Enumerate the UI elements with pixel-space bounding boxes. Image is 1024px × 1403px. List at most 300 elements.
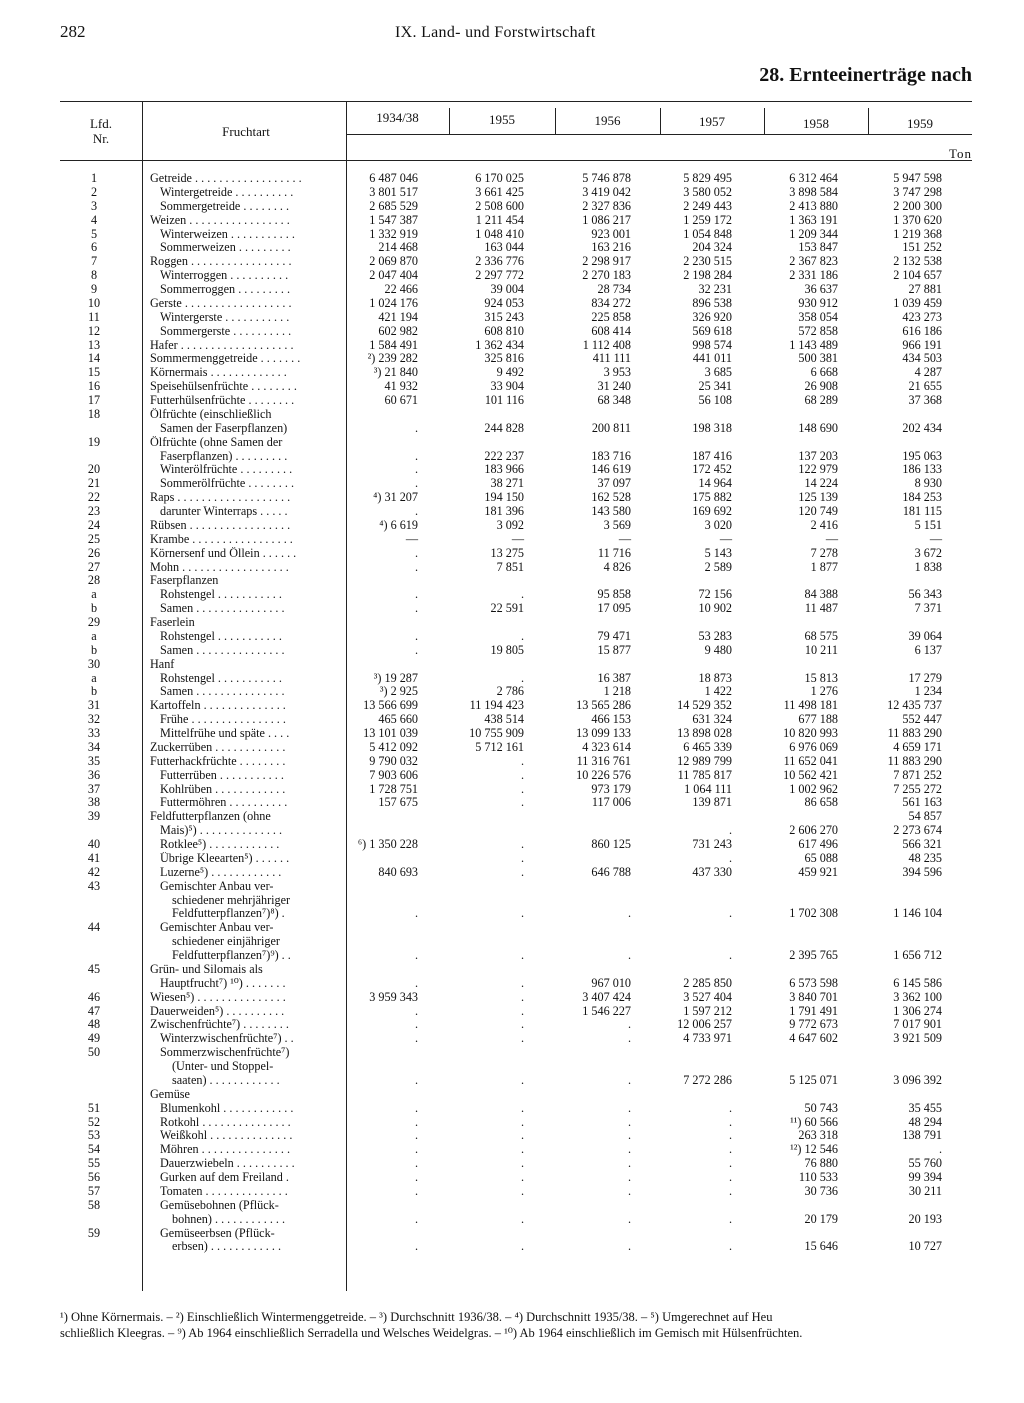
value-cell-1957: 2 285 850 [683, 975, 732, 990]
table-row [0, 1060, 1024, 1074]
value-cell-1957: 13 898 028 [677, 726, 732, 740]
value-cell-1957: 1 054 848 [683, 226, 732, 241]
value-cell-1934-38: . [414, 906, 418, 921]
value-cell-1934-38: . [414, 587, 418, 602]
unit-label: Ton [948, 146, 972, 161]
row-label: Feldfutterpflanzen (ohne [150, 810, 271, 824]
row-number: 9 [90, 282, 98, 296]
row-number: 42 [87, 864, 101, 879]
value-cell-1958: 677 188 [798, 712, 838, 727]
table-row [0, 935, 1024, 949]
row-number: 1 [90, 171, 98, 185]
row-label: Feldfutterpflanzen⁷)⁹) . . [172, 949, 291, 962]
row-label: darunter Winterraps . . . . . [160, 505, 288, 518]
value-cell-1957: 731 243 [692, 837, 732, 851]
value-cell-1956: 2 298 917 [582, 254, 631, 269]
table-row [0, 269, 1024, 283]
value-cell-1959: 1 219 368 [893, 226, 942, 241]
row-number: 25 [87, 531, 101, 546]
row-number: 53 [87, 1128, 101, 1143]
value-cell-1958: 1 143 489 [789, 337, 838, 352]
row-label: erbsen) . . . . . . . . . . . . [172, 1240, 281, 1254]
row-label: Raps . . . . . . . . . . . . . . . . . . . [150, 491, 291, 505]
value-cell-1958: 15 646 [804, 1239, 838, 1254]
value-cell-1958: — [825, 531, 838, 546]
value-cell-1955: . [520, 1128, 524, 1143]
value-cell-1957: 172 452 [692, 462, 732, 477]
value-cell-1959: 7 017 901 [893, 1017, 942, 1032]
value-cell-1934-38: . [414, 642, 418, 657]
value-cell-1955: 222 237 [484, 448, 524, 463]
value-cell-1959: 181 115 [902, 504, 942, 518]
value-cell-1934-38: 840 693 [378, 864, 418, 879]
value-cell-1959: 6 137 [914, 642, 942, 657]
value-cell-1959: 20 193 [908, 1211, 942, 1226]
value-cell-1934-38: . [414, 476, 418, 491]
value-cell-1957: 5 829 495 [683, 171, 732, 185]
value-cell-1956: 68 348 [597, 393, 631, 407]
table-row [0, 172, 1024, 186]
value-cell-1934-38: . [414, 1170, 418, 1184]
value-cell-1959: 202 434 [902, 420, 942, 435]
value-cell-1959: 27 881 [908, 282, 942, 296]
value-cell-1958: 148 690 [798, 420, 838, 435]
value-cell-1955: . [520, 1239, 524, 1254]
table-row [0, 783, 1024, 797]
row-label: saaten) . . . . . . . . . . . . [172, 1073, 280, 1087]
value-cell-1958: 1 877 [810, 559, 838, 574]
value-cell-1956: 1 218 [603, 684, 631, 699]
value-cell-1934-38: ³) 19 287 [373, 670, 418, 685]
value-cell-1956: 11 316 761 [576, 753, 631, 768]
value-cell-1959: 12 435 737 [887, 698, 942, 713]
value-cell-1959: 3 096 392 [893, 1072, 942, 1087]
row-number: 57 [87, 1183, 101, 1198]
value-cell-1959: 7 255 272 [893, 781, 942, 796]
value-cell-1934-38: . [414, 448, 418, 463]
row-number: 37 [87, 781, 101, 796]
value-cell-1956: . [627, 1183, 631, 1198]
row-number: 6 [90, 240, 98, 255]
value-cell-1958: ¹¹) 60 566 [790, 1114, 838, 1129]
row-number: 36 [87, 767, 101, 782]
table-row [0, 602, 1024, 616]
value-cell-1959: 151 252 [902, 240, 942, 255]
row-label: Samen . . . . . . . . . . . . . . . [160, 685, 285, 699]
value-cell-1959: 4 659 171 [893, 739, 942, 754]
value-cell-1957: . [728, 1211, 732, 1226]
value-cell-1934-38: . [414, 1072, 418, 1087]
row-label: Winterweizen . . . . . . . . . . . [160, 227, 295, 241]
row-number: 16 [87, 379, 101, 394]
row-label: Futterhackfrüchte . . . . . . . . [150, 754, 286, 768]
row-label: Rohstengel . . . . . . . . . . . [160, 588, 282, 602]
value-cell-1958: 7 278 [810, 545, 838, 560]
row-number: 18 [87, 406, 101, 421]
value-cell-1934-38: 1 584 491 [369, 337, 418, 352]
value-cell-1934-38: 1 728 751 [369, 781, 418, 796]
value-cell-1955: . [520, 1100, 524, 1115]
value-cell-1957: . [728, 948, 732, 962]
row-label: Gerste . . . . . . . . . . . . . . . . . . [150, 296, 292, 310]
value-cell-1956: 608 414 [591, 323, 631, 338]
value-cell-1955: — [511, 531, 524, 546]
value-cell-1957: 14 529 352 [677, 698, 732, 713]
value-cell-1955: . [520, 1170, 524, 1184]
value-cell-1956: 1 546 227 [582, 1003, 631, 1018]
value-cell-1958: 9 772 673 [789, 1017, 838, 1032]
value-cell-1956: . [627, 1170, 631, 1184]
row-number: 32 [87, 712, 101, 727]
table-row [0, 352, 1024, 366]
value-cell-1955: 2 297 772 [475, 268, 524, 283]
value-cell-1955: 1 211 454 [475, 212, 524, 227]
table-row [0, 949, 1024, 963]
value-cell-1956: 162 528 [591, 490, 631, 505]
value-cell-1956: 3 407 424 [582, 989, 631, 1004]
row-label: Tomaten . . . . . . . . . . . . . . [160, 1184, 288, 1198]
value-cell-1958: 3 898 584 [789, 184, 838, 199]
row-label: Gemischter Anbau ver- [160, 921, 274, 935]
value-cell-1956: 5 746 878 [582, 171, 631, 185]
value-cell-1959: 8 930 [914, 476, 942, 491]
row-label: Winterölfrüchte . . . . . . . . . [160, 463, 293, 477]
table-row [0, 1046, 1024, 1060]
value-cell-1955: 9 492 [496, 365, 524, 380]
value-cell-1956: 4 323 614 [582, 739, 631, 754]
table-row [0, 894, 1024, 908]
value-cell-1955: . [520, 1156, 524, 1171]
value-cell-1959: 11 883 290 [887, 726, 942, 740]
value-cell-1958: 6 573 598 [789, 975, 838, 990]
table-row [0, 186, 1024, 200]
value-cell-1958: 3 840 701 [789, 989, 838, 1004]
row-label: Winterroggen . . . . . . . . . . [160, 269, 289, 283]
value-cell-1957: 175 882 [692, 490, 732, 505]
value-cell-1956: 2 327 836 [582, 198, 631, 213]
value-cell-1934-38: . [414, 1031, 418, 1046]
value-cell-1956: 183 716 [591, 448, 631, 463]
value-cell-1956: . [627, 1100, 631, 1115]
value-cell-1957: . [728, 906, 732, 921]
table-row [0, 977, 1024, 991]
row-number: 34 [87, 739, 101, 754]
value-cell-1957: 12 989 799 [677, 753, 732, 768]
table-row [0, 658, 1024, 672]
value-cell-1959: 2 200 300 [893, 198, 942, 213]
row-label: Kohlrüben . . . . . . . . . . . . [160, 782, 286, 796]
value-cell-1956: 15 877 [597, 642, 631, 657]
table-row [0, 713, 1024, 727]
value-cell-1934-38: 41 932 [384, 379, 418, 394]
table-row [0, 616, 1024, 630]
value-cell-1958: 617 496 [798, 837, 838, 851]
table-row [0, 630, 1024, 644]
value-cell-1958: 11 487 [804, 601, 838, 616]
row-number: a [91, 670, 97, 685]
value-cell-1958: 11 498 181 [783, 698, 838, 713]
value-cell-1934-38: 1 547 387 [369, 212, 418, 227]
value-cell-1958: 5 125 071 [789, 1072, 838, 1087]
row-number: 35 [87, 753, 101, 768]
table-row [0, 866, 1024, 880]
row-number: a [91, 587, 97, 602]
value-cell-1934-38: 9 790 032 [369, 753, 418, 768]
table-row [0, 477, 1024, 491]
value-cell-1959: 7 371 [914, 601, 942, 616]
value-cell-1958: 10 211 [804, 642, 838, 657]
value-cell-1955: 39 004 [490, 282, 524, 296]
value-cell-1959: 1 234 [914, 684, 942, 699]
row-number: 31 [87, 698, 101, 713]
row-label: Rübsen . . . . . . . . . . . . . . . . . [150, 518, 291, 532]
row-label: Möhren . . . . . . . . . . . . . . . [160, 1143, 290, 1157]
value-cell-1957: 198 318 [692, 420, 732, 435]
value-cell-1955: . [520, 1017, 524, 1032]
value-cell-1957: 326 920 [692, 309, 732, 324]
value-cell-1957: 2 198 284 [683, 268, 732, 283]
value-cell-1955: 3 661 425 [475, 184, 524, 199]
value-cell-1959: 21 655 [908, 379, 942, 394]
row-number: 39 [87, 809, 101, 824]
row-label: Frühe . . . . . . . . . . . . . . . . [160, 713, 286, 727]
value-cell-1956: 466 153 [591, 712, 631, 727]
row-label: Feldfutterpflanzen⁷)⁸) . [172, 907, 285, 921]
row-number: 12 [87, 323, 101, 338]
value-cell-1957: 11 785 817 [677, 767, 732, 782]
row-number: 19 [87, 434, 101, 449]
header-year-1959: 1959 [907, 116, 933, 131]
value-cell-1959: 35 455 [908, 1100, 942, 1115]
value-cell-1957: . [728, 1239, 732, 1254]
value-cell-1959: 2 104 657 [893, 268, 942, 283]
value-cell-1934-38: 5 412 092 [369, 739, 418, 754]
row-label: (Unter- und Stoppel- [172, 1060, 274, 1073]
value-cell-1955: . [520, 906, 524, 921]
table-row [0, 1213, 1024, 1227]
value-cell-1957: 4 733 971 [683, 1031, 732, 1046]
table-row [0, 283, 1024, 297]
value-cell-1955: . [520, 628, 524, 643]
table-row [0, 463, 1024, 477]
value-cell-1958: 572 858 [798, 323, 838, 338]
value-cell-1956: 95 858 [597, 587, 631, 602]
row-number: 29 [87, 615, 101, 629]
row-label: Ölfrüchte (einschließlich [150, 407, 272, 421]
value-cell-1934-38: . [414, 1142, 418, 1157]
row-label: Faserpflanzen) . . . . . . . . . [160, 449, 288, 463]
value-cell-1934-38: . [414, 1156, 418, 1171]
value-cell-1958: 459 921 [798, 864, 838, 879]
value-cell-1955: 19 805 [490, 642, 524, 657]
value-cell-1957: . [728, 850, 732, 865]
value-cell-1934-38: . [414, 1239, 418, 1254]
row-label: Wintergetreide . . . . . . . . . . [160, 185, 294, 199]
value-cell-1956: 2 270 183 [582, 268, 631, 283]
value-cell-1958: 500 381 [798, 351, 838, 366]
row-number: b [90, 684, 98, 699]
value-cell-1956: 13 099 133 [576, 726, 631, 740]
value-cell-1959: 195 063 [902, 448, 942, 463]
value-cell-1955: . [520, 781, 524, 796]
value-cell-1955: 1 048 410 [475, 226, 524, 241]
value-cell-1955: . [520, 1211, 524, 1226]
value-cell-1958: 125 139 [798, 490, 838, 505]
value-cell-1956: 860 125 [591, 837, 631, 851]
row-number: 47 [87, 1003, 101, 1018]
row-label: Futtermöhren . . . . . . . . . . [160, 796, 288, 810]
table-row [0, 1157, 1024, 1171]
value-cell-1934-38: — [405, 531, 418, 546]
value-cell-1956: . [627, 1239, 631, 1254]
value-cell-1959: 3 362 100 [893, 989, 942, 1004]
row-label: schiedener mehrjähriger [172, 893, 291, 907]
value-cell-1955: 3 092 [496, 517, 524, 532]
value-cell-1959: 5 151 [914, 517, 942, 532]
value-cell-1934-38: 214 468 [378, 240, 418, 255]
value-cell-1959: 10 727 [908, 1239, 942, 1254]
value-cell-1959: 552 447 [902, 712, 942, 727]
value-cell-1957: 3 685 [704, 365, 732, 380]
value-cell-1955: 22 591 [490, 601, 524, 616]
value-cell-1958: 11 652 041 [783, 753, 838, 768]
value-cell-1959: 5 947 598 [893, 171, 942, 185]
value-cell-1958: 30 736 [804, 1183, 838, 1198]
value-cell-1959: 423 273 [902, 309, 942, 324]
table-row [0, 297, 1024, 311]
value-cell-1957: 569 618 [692, 323, 732, 338]
table-row [0, 921, 1024, 935]
value-cell-1956: 1 086 217 [582, 212, 631, 227]
value-cell-1959: 3 747 298 [893, 184, 942, 199]
table-row [0, 727, 1024, 741]
value-cell-1956: 411 111 [592, 351, 631, 366]
row-number: 56 [87, 1170, 101, 1184]
row-label: Faserlein [150, 616, 195, 629]
row-label: Rohstengel . . . . . . . . . . . [160, 629, 282, 643]
row-label: Rotklee⁵) . . . . . . . . . . . . [160, 838, 280, 851]
value-cell-1957: . [728, 1114, 732, 1129]
row-label: Sommermenggetreide . . . . . . . [150, 352, 301, 366]
table-row [0, 380, 1024, 394]
value-cell-1955: 5 712 161 [475, 739, 524, 754]
value-cell-1958: 26 908 [804, 379, 838, 394]
value-cell-1955: . [520, 795, 524, 810]
running-head: IX. Land- und Forstwirtschaft [395, 24, 596, 41]
value-cell-1934-38: 465 660 [378, 712, 418, 727]
row-number: 21 [87, 476, 101, 491]
row-number: 52 [87, 1114, 101, 1129]
value-cell-1957: 6 465 339 [683, 739, 732, 754]
row-label: Sommerölfrüchte . . . . . . . . [160, 477, 295, 491]
value-cell-1934-38: ⁴) 6 619 [379, 517, 418, 532]
value-cell-1959: 48 235 [908, 850, 942, 865]
footnote-line: ¹) Ohne Körnermais. – ²) Einschließlich Wintermenggetreide. – ³) Durchschnitt 1936/38. – ⁴) Durchschnitt 1935/38. – ⁵) Umgerechnet auf Heu [60, 1310, 773, 1324]
value-cell-1934-38: 2 069 870 [369, 254, 418, 269]
value-cell-1958: 1 363 191 [789, 212, 838, 227]
value-cell-1959: 434 503 [902, 351, 942, 366]
value-cell-1957: 3 020 [704, 517, 732, 532]
row-label: Sommerweizen . . . . . . . . . [160, 241, 291, 255]
row-number: 41 [87, 850, 101, 865]
table-row [0, 963, 1024, 977]
value-cell-1959: 186 133 [902, 462, 942, 477]
value-cell-1959: 99 394 [908, 1170, 942, 1184]
value-cell-1959: 1 370 620 [893, 212, 942, 227]
row-label: Dauerzwiebeln . . . . . . . . . . [160, 1157, 295, 1171]
table-row [0, 394, 1024, 408]
row-label: Hanf [150, 657, 175, 671]
table-row [0, 769, 1024, 783]
value-cell-1957: 72 156 [698, 587, 732, 602]
value-cell-1955: . [520, 753, 524, 768]
table-row [0, 214, 1024, 228]
value-cell-1956: 973 179 [591, 781, 631, 796]
header-year-1934-38: 1934/38 [376, 110, 419, 125]
row-number: 46 [87, 989, 101, 1004]
value-cell-1957: 25 341 [698, 379, 732, 394]
row-number: 24 [87, 517, 101, 532]
table-top-rule [60, 101, 972, 102]
value-cell-1959: 138 791 [902, 1128, 942, 1143]
value-cell-1956: 13 565 286 [576, 698, 631, 713]
footnotes [60, 1309, 980, 1341]
row-label: Samen . . . . . . . . . . . . . . . [160, 643, 285, 657]
table-row [0, 1005, 1024, 1019]
value-cell-1956: 923 001 [591, 226, 631, 241]
value-cell-1934-38: 13 101 039 [363, 726, 418, 740]
value-cell-1955: 7 851 [496, 559, 524, 574]
value-cell-1955: 10 755 909 [469, 726, 524, 740]
header-year-1956: 1956 [594, 113, 621, 128]
value-cell-1958: 15 813 [804, 670, 838, 685]
value-cell-1934-38: ⁴) 31 207 [373, 490, 418, 505]
value-cell-1959: 561 163 [902, 795, 942, 810]
row-number: 20 [87, 462, 101, 477]
row-number: 14 [87, 351, 101, 366]
table-row [0, 408, 1024, 422]
value-cell-1956: 646 788 [591, 864, 631, 879]
value-cell-1957: . [728, 1128, 732, 1143]
value-cell-1934-38: . [414, 1017, 418, 1032]
table-row [0, 1088, 1024, 1102]
value-cell-1957: . [728, 1142, 732, 1157]
table-row [0, 200, 1024, 214]
row-number: 48 [87, 1017, 101, 1032]
value-cell-1957: 2 230 515 [683, 254, 732, 269]
value-cell-1957: 169 692 [692, 504, 732, 518]
table-body [0, 172, 1024, 1254]
value-cell-1955: 608 810 [484, 323, 524, 338]
row-label: Samen der Faserpflanzen) [160, 421, 288, 435]
row-label: Rohstengel . . . . . . . . . . . [160, 671, 282, 685]
value-cell-1959: 1 039 459 [893, 295, 942, 310]
value-cell-1958: 6 976 069 [789, 739, 838, 754]
value-cell-1958: 4 647 602 [789, 1031, 838, 1046]
value-cell-1934-38: . [414, 975, 418, 990]
row-number: b [90, 642, 98, 657]
value-cell-1957: . [728, 1100, 732, 1115]
value-cell-1955: . [520, 1114, 524, 1129]
value-cell-1959: 1 146 104 [893, 906, 942, 921]
value-cell-1958: 2 367 823 [789, 254, 838, 269]
value-cell-1957: 441 011 [692, 351, 732, 366]
row-label: Ölfrüchte (ohne Samen der [150, 435, 283, 449]
value-cell-1934-38: 13 566 699 [363, 698, 418, 713]
value-cell-1957: . [728, 823, 732, 838]
value-cell-1956: 17 095 [597, 601, 631, 616]
value-cell-1956: 1 112 408 [582, 337, 631, 352]
